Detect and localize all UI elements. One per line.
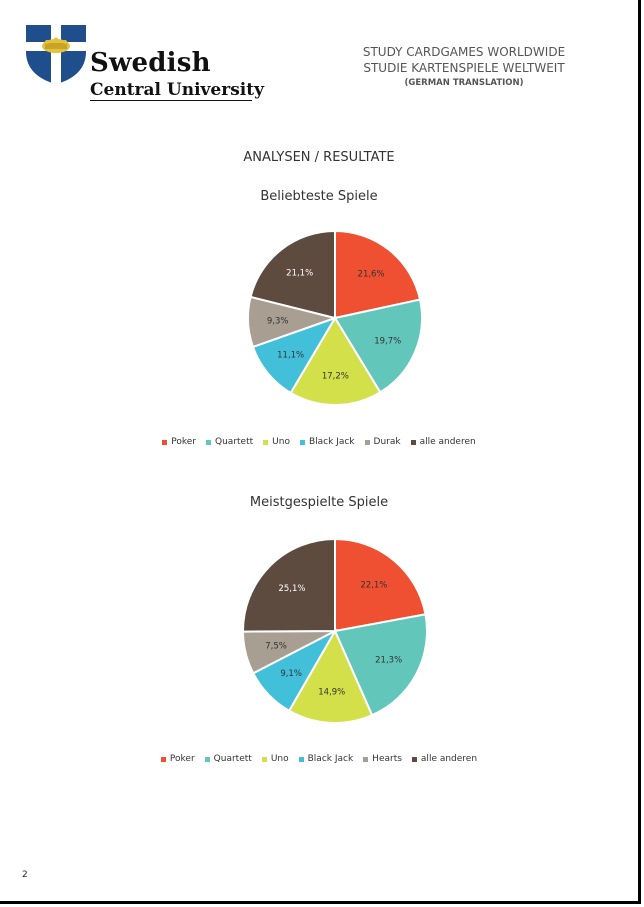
pie-chart-meistgespielte — [0, 519, 638, 743]
study-title-de: STUDIE KARTENSPIELE WELTWEIT — [363, 61, 565, 75]
study-translation-note: (GERMAN TRANSLATION) — [404, 78, 524, 88]
chart-title: Meistgespielte Spiele — [249, 495, 389, 510]
pie-data-label: 9,1% — [280, 668, 302, 679]
chart-beliebteste-spiele — [0, 189, 638, 459]
legend-item-poker — [162, 437, 196, 447]
pie-chart-beliebteste — [0, 213, 638, 423]
legend-swatch — [411, 440, 416, 445]
legend-label: alle anderen — [419, 437, 476, 447]
chart-title: Beliebteste Spiele — [260, 189, 378, 204]
legend-label: Black Jack — [307, 754, 354, 764]
pie-data-label: 9,3% — [266, 316, 289, 327]
legend-item-black-jack — [299, 754, 354, 764]
legend-item-alle-anderen — [411, 437, 476, 447]
pie-data-label: 17,2% — [321, 371, 349, 382]
pie-data-label: 21,1% — [286, 268, 314, 279]
legend-label: Black Jack — [308, 437, 355, 447]
brand-underline — [90, 100, 252, 101]
legend-swatch — [363, 757, 368, 762]
legend-swatch — [300, 440, 305, 445]
legend-swatch — [365, 440, 370, 445]
page-number: 2 — [22, 870, 28, 880]
pie-data-label: 14,9% — [318, 687, 346, 698]
legend-swatch — [263, 440, 268, 445]
legend-label: Quartett — [213, 754, 252, 764]
pie-data-label: 25,1% — [278, 584, 306, 595]
legend-label: Uno — [270, 754, 289, 764]
legend-label: Hearts — [372, 754, 402, 764]
legend-swatch — [206, 440, 211, 445]
legend-swatch — [162, 440, 167, 445]
legend-item-poker — [161, 754, 195, 764]
shield-icon — [24, 22, 90, 86]
legend-swatch — [161, 757, 166, 762]
legend-item-black-jack — [300, 437, 355, 447]
brand-name-line1: Swedish — [90, 48, 211, 78]
pie-data-label: 11,1% — [277, 350, 305, 361]
chart-legend — [0, 437, 638, 447]
legend-label: alle anderen — [420, 754, 478, 764]
legend-label: Uno — [272, 437, 290, 447]
legend-item-uno — [262, 754, 289, 764]
legend-item-alle-anderen — [412, 754, 477, 764]
legend-item-quartett — [206, 437, 253, 447]
brand-name-line2: Central University — [90, 80, 264, 100]
legend-label: Durak — [373, 437, 401, 447]
pie-data-label: 21,6% — [357, 269, 385, 280]
pie-data-label: 19,7% — [374, 336, 402, 347]
legend-label: Poker — [171, 437, 197, 447]
legend-item-hearts — [363, 754, 402, 764]
study-title-en: STUDY CARDGAMES WORLDWIDE — [362, 45, 566, 59]
legend-item-quartett — [205, 754, 252, 764]
university-logo — [24, 22, 264, 106]
section-title: ANALYSEN / RESULTATE — [243, 150, 395, 165]
chart-meistgespielte-spiele — [0, 495, 638, 775]
legend-item-uno — [263, 437, 290, 447]
study-header — [334, 44, 594, 90]
legend-swatch — [299, 757, 304, 762]
pie-data-label: 22,1% — [360, 580, 388, 591]
legend-item-durak — [365, 437, 401, 447]
pie-data-label: 21,3% — [375, 655, 403, 666]
legend-label: Quartett — [215, 437, 254, 447]
legend-swatch — [412, 757, 417, 762]
legend-swatch — [205, 757, 210, 762]
legend-swatch — [262, 757, 267, 762]
chart-legend — [0, 754, 638, 764]
pie-data-label: 7,5% — [265, 641, 287, 652]
legend-label: Poker — [169, 754, 195, 764]
